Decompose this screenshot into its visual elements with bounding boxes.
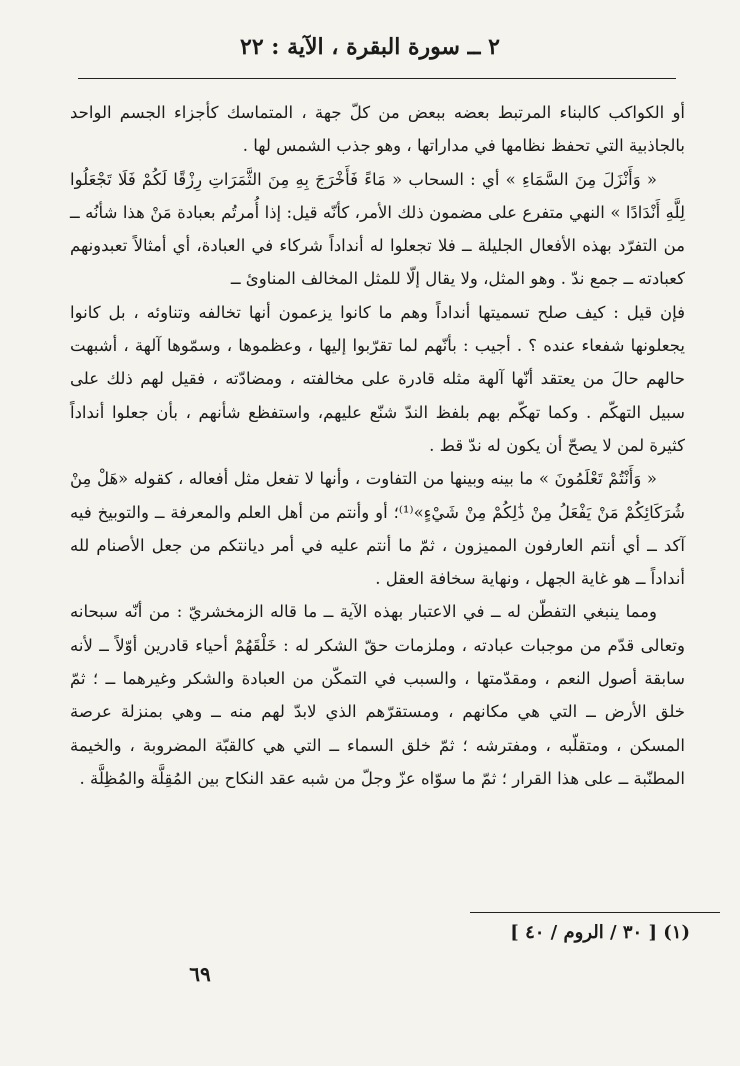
paragraph: فإن قيل : كيف صلح تسميتها أنداداً وهم ما كانوا يزعمون أنها تخالفه وتناوئه ، بل كانوا يجعلونها شفعاء عنده ؟ . أجيب : بأنّهم لما تقرّبوا إليها ، وعظموها ، وسمّوها آلهة ، أشبهت حالهم حالَ من يعتقد أنّها آلهة مثله قادرة على مخالفته ، ومضادّته ، فقيل لهم ذلك على سبيل التهكّم . وكما تهكّم بهم بلفظ الندّ شنّع عليهم، واستفظع شأنهم ، بأن جعلوا أنداداً كثيرة لمن لا يصحّ أن يكون له ندّ قط . (70, 302, 685, 455)
paragraph: « وَأَنْزَلَ مِنَ السَّمَاءِ » أي : السحاب « مَاءً فَأَخْرَجَ بِهِ مِنَ الثَّمَرَاتِ رِزْقًا لَكُمْ فَلَا تَجْعَلُوا لِلَّهِ أَنْدَادًا » النهي متفرع على مضمون ذلك الأمر، كأنّه قيل: إذا أُمرتُم بعبادة مَنْ هذا شأنُه ــ من التفرّد بهذه الأفعال الجليلة ــ فلا تجعلوا له أنداداً شركاء في العبادة، أي أمثالاً تعبدونهم كعبادته ــ جمع ندّ . وهو المثل، ولا يقال إلّا للمثل المخالف المناوئ ــ (70, 169, 685, 289)
main-text (70, 96, 685, 795)
paragraph: « وَأَنْتُمْ تَعْلَمُونَ » ما بينه وبينها من التفاوت ، وأنها لا تفعل مثل أفعاله ، كقوله «هَلْ مِنْ شُرَكَائِكُمْ مَنْ يَفْعَلُ مِنْ ذَٰلِكُمْ مِنْ شَيْءٍ»⁽¹⁾؛ أو وأنتم من أهل العلم والمعرفة ــ والتوبيخ فيه آكد ــ أي أنتم العارفون المميزون ، ثمّ ما أنتم عليه في أمر ديانتكم من جعل الأصنام لله أنداداً ــ هو غاية الجهل ، ونهاية سخافة العقل . (70, 469, 685, 589)
header-divider (78, 78, 676, 79)
footnote: (١) [ ٣٠ / الروم / ٤٠ ] (510, 922, 690, 943)
page-number: ٦٩ (189, 962, 211, 986)
running-header: ٢ ــ سورة البقرة ، الآية : ٢٢ (240, 34, 500, 60)
footnote-divider (470, 912, 720, 913)
paragraph: ومما ينبغي التفطّن له ــ في الاعتبار بهذه الآية ــ ما قاله الزمخشريّ : من أنّه سبحانه وتعالى قدّم من موجبات عبادته ، وملزمات حقّ الشكر له : خَلْقَهُمْ أحياء قادرين أوّلاً ــ لأنه سابقة أصول النعم ، ومقدّمتها ، والسبب في التمكّن من العبادة والشكر وغيرهما ــ ؛ ثمّ خلق الأرض ــ التي هي مكانهم ، ومستقرّهم الذي لابدّ لهم منه ــ وهي بمنزلة عرصة المسكن ، ومتقلّبه ، ومفترشه ؛ ثمّ خلق السماء ــ التي هي كالقبّة المضروبة ، والخيمة المطنّبة ــ على هذا القرار ؛ ثمّ ما سوّاه عزّ وجلّ من شبه عقد النكاح بين المُقِلَّة والمُظِلَّة . (70, 602, 685, 788)
paragraph: أو الكواكب كالبناء المرتبط بعضه ببعض من كلّ جهة ، المتماسك كأجزاء الجسم الواحد بالجاذبية التي تحفظ نظامها في مداراتها ، وهو جذب الشمس لها . (70, 103, 685, 156)
